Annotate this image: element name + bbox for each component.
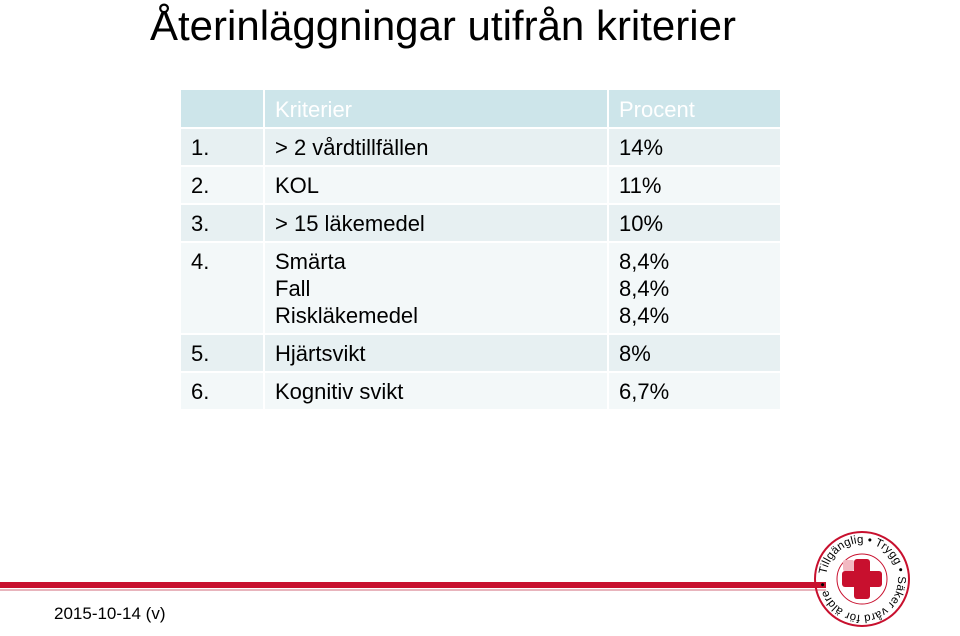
criteria-table-container bbox=[181, 90, 780, 411]
percent-line: 8,4% bbox=[619, 249, 670, 274]
table-row bbox=[181, 167, 780, 205]
row-criteria: Hjärtsvikt bbox=[265, 335, 609, 373]
table-row bbox=[181, 373, 780, 411]
table-row bbox=[181, 129, 780, 167]
row-percent: 6,7% bbox=[609, 373, 780, 411]
row-percent: 11% bbox=[609, 167, 780, 205]
red-cross-shape bbox=[842, 559, 882, 599]
percent-line: 8,4% bbox=[619, 276, 670, 301]
criteria-line: Riskläkemedel bbox=[275, 303, 419, 328]
row-percent bbox=[609, 243, 780, 335]
header-percent: Procent bbox=[609, 90, 780, 129]
header-criteria: Kriterier bbox=[265, 90, 609, 129]
table-row bbox=[181, 335, 780, 373]
table-header-row bbox=[181, 90, 780, 129]
row-number: 3. bbox=[181, 205, 265, 243]
row-number: 6. bbox=[181, 373, 265, 411]
row-number: 5. bbox=[181, 335, 265, 373]
footer-divider-line bbox=[0, 582, 826, 588]
row-percent: 10% bbox=[609, 205, 780, 243]
criteria-line: Smärta bbox=[275, 249, 346, 274]
row-percent: 8% bbox=[609, 335, 780, 373]
row-criteria: > 15 läkemedel bbox=[265, 205, 609, 243]
row-criteria: KOL bbox=[265, 167, 609, 205]
criteria-line: Fall bbox=[275, 276, 311, 301]
row-criteria: Kognitiv svikt bbox=[265, 373, 609, 411]
percent-line: 8,4% bbox=[619, 303, 670, 328]
svg-text:Tillgänglig • Trygg • Säker vå: Tillgänglig • Trygg • Säker vård för äldre • bbox=[817, 533, 908, 625]
row-number: 1. bbox=[181, 129, 265, 167]
row-criteria bbox=[265, 243, 609, 335]
red-cross-logo-icon bbox=[810, 527, 914, 631]
row-number: 4. bbox=[181, 243, 265, 335]
criteria-table bbox=[181, 90, 780, 411]
row-number: 2. bbox=[181, 167, 265, 205]
footer-divider-shadow bbox=[0, 589, 826, 591]
footer-date: 2015-10-14 (v) bbox=[54, 604, 166, 623]
header-number bbox=[181, 90, 265, 129]
slide-title: Återinläggningar utifrån kriterier bbox=[150, 2, 736, 49]
table-row bbox=[181, 205, 780, 243]
table-row bbox=[181, 243, 780, 335]
row-criteria: > 2 vårdtillfällen bbox=[265, 129, 609, 167]
row-percent: 14% bbox=[609, 129, 780, 167]
